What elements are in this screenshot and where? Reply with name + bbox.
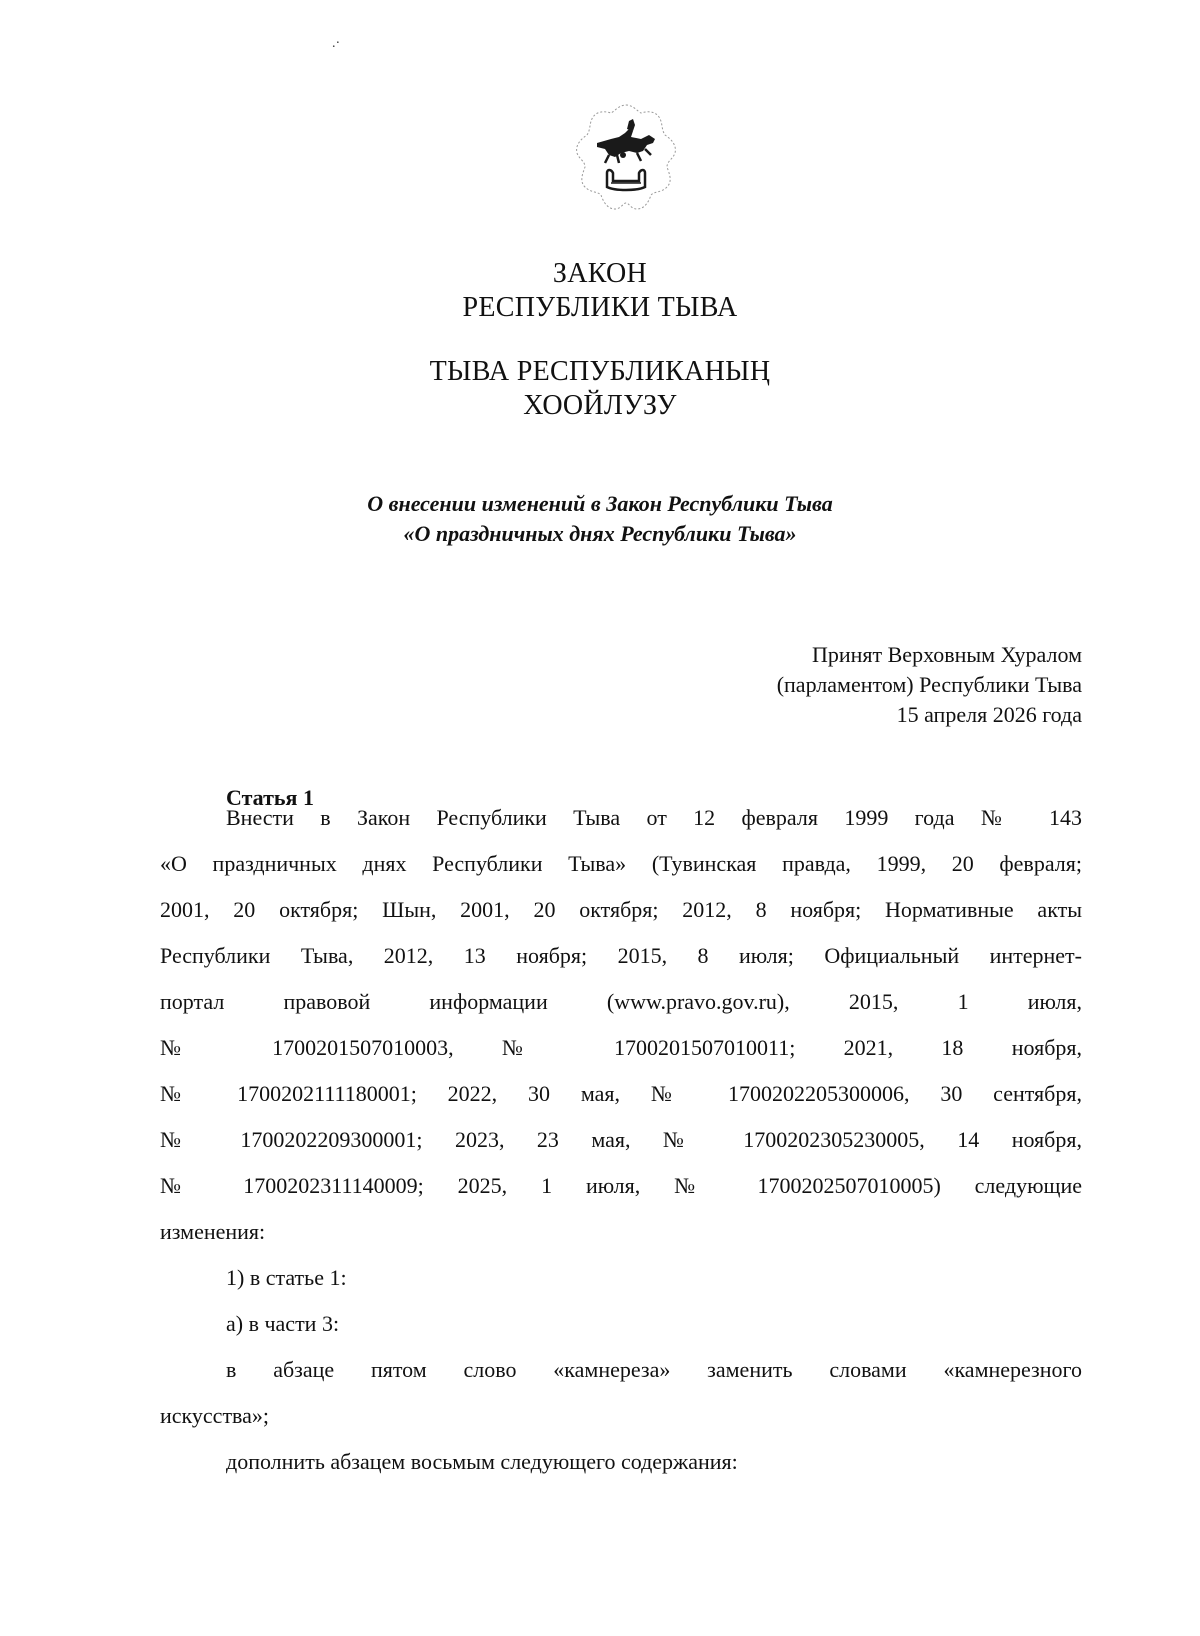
article-line: № 1700202311140009; 2025, 1 июля, № 1700202507010005) следующие <box>160 1173 1082 1198</box>
adoption-note-line1: Принят Верховным Хуралом <box>811 642 1082 667</box>
paragraph-line: дополнить абзацем восьмым следующего содержания: <box>226 1449 738 1474</box>
list-item-1a: а) в части 3: <box>226 1311 340 1336</box>
article-line: Внести в Закон Республики Тыва от 12 февраля 1999 года № 143 <box>226 805 1082 830</box>
law-heading-tv-line1: ТЫВА РЕСПУБЛИКАНЫҢ <box>429 356 771 387</box>
article-line: Республики Тыва, 2012, 13 ноября; 2015, 8 июля; Официальный интернет- <box>160 943 1082 968</box>
paragraph-line: искусства»; <box>160 1403 270 1428</box>
article-line: № 1700202209300001; 2023, 23 мая, № 1700202305230005, 14 ноября, <box>160 1127 1082 1152</box>
article-line: изменения: <box>160 1219 266 1244</box>
law-heading-ru-line2: РЕСПУБЛИКИ ТЫВА <box>462 292 738 323</box>
scan-speck: .· <box>332 36 341 51</box>
law-heading-ru-line1: ЗАКОН <box>552 258 648 289</box>
tuva-coat-of-arms-icon <box>567 99 685 217</box>
article-title: Статья 1 <box>226 785 314 810</box>
law-heading-ru <box>0 257 1200 325</box>
adoption-date: 15 апреля 2026 года <box>896 702 1082 727</box>
paragraph-line: в абзаце пятом слово «камнереза» заменить словами «камнерезного <box>226 1357 1082 1382</box>
article-line: «О праздничных днях Республики Тыва» (Тувинская правда, 1999, 20 февраля; <box>160 851 1082 876</box>
article-line: № 1700201507010003, № 1700201507010011; 2021, 18 ноября, <box>160 1035 1082 1060</box>
article-body <box>160 795 1082 1485</box>
article-line: № 1700202111180001; 2022, 30 мая, № 1700202205300006, 30 сентября, <box>160 1081 1082 1106</box>
article-line: 2001, 20 октября; Шын, 2001, 20 октября; 2012, 8 ноября; Нормативные акты <box>160 897 1082 922</box>
law-title <box>0 489 1200 549</box>
adoption-note-line2: (парламентом) Республики Тыва <box>776 672 1082 697</box>
adoption-note <box>777 640 1082 730</box>
law-title-line2: «О праздничных днях Республики Тыва» <box>403 521 797 546</box>
law-heading-tv <box>0 355 1200 423</box>
law-heading-tv-line2: ХООЙЛУЗУ <box>523 390 677 421</box>
list-item-1: 1) в статье 1: <box>226 1265 347 1290</box>
law-title-line1: О внесении изменений в Закон Республики Тыва <box>367 491 833 516</box>
article-line: портал правовой информации (www.pravo.gov.ru), 2015, 1 июля, <box>160 989 1082 1014</box>
